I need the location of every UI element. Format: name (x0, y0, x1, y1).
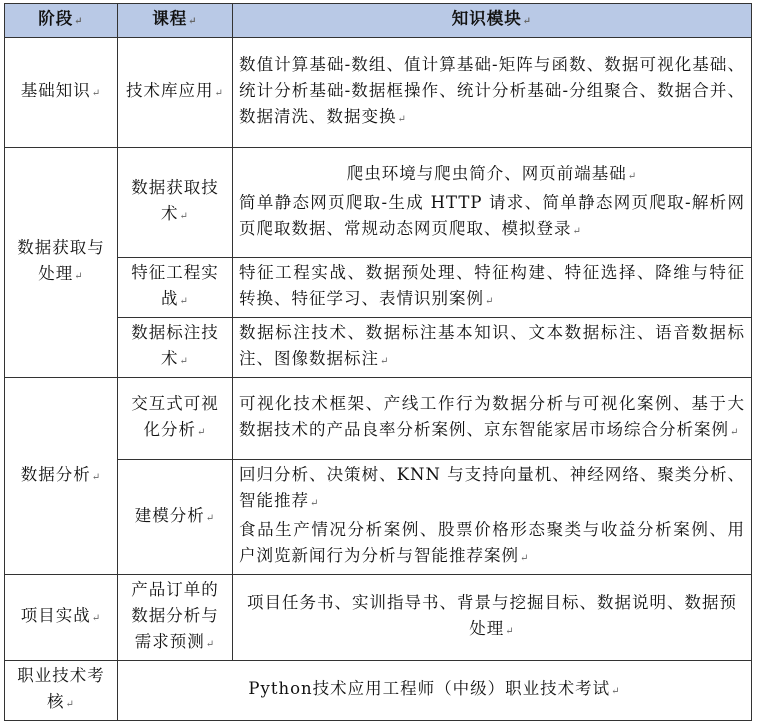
table-row (5, 378, 752, 460)
table-row (5, 460, 752, 575)
stage-cell: 项目实战 ↵ (5, 575, 118, 661)
course-cell: 技术库应用 ↵ (118, 38, 233, 148)
course-cell: 数据获取技术 ↵ (118, 148, 233, 258)
course-cell: 特征工程实战 ↵ (118, 258, 233, 318)
module-cell: 爬虫环境与爬虫简介、网页前端基础 ↵ 简单静态网页爬取-生成 HTTP 请求、简单静态网页爬取-解析网页爬取数据、常规动态网页爬取、模拟登录 ↵ (233, 148, 752, 258)
header-course: 课程 ↵ (118, 4, 233, 38)
stage-cell: 职业技术考核 ↵ (5, 661, 118, 721)
module-cell: 回归分析、决策树、KNN 与支持向量机、神经网络、聚类分析、智能推荐 ↵ 食品生产情况分析案例、股票价格形态聚类与收益分析案例、用户浏览新闻行为分析与智能推荐案例 ↵ (233, 460, 752, 575)
header-modules: 知识模块 ↵ (233, 4, 752, 38)
stage-cell: 数据获取与处理 ↵ (5, 148, 118, 378)
header-row (5, 4, 752, 38)
table-row (5, 258, 752, 318)
course-cell: 产品订单的数据分析与需求预测 ↵ (118, 575, 233, 661)
stage-cell: 数据分析 ↵ (5, 378, 118, 575)
module-cell: 特征工程实战、数据预处理、特征构建、特征选择、降维与特征转换、特征学习、表情识别案例 ↵ (233, 258, 752, 318)
table-row (5, 575, 752, 661)
module-cell: Python技术应用工程师（中级）职业技术考试 ↵ (118, 661, 752, 721)
module-cell: 数据标注技术、数据标注基本知识、文本数据标注、语音数据标注、图像数据标注 ↵ (233, 318, 752, 378)
table-row (5, 318, 752, 378)
table-row (5, 661, 752, 721)
course-cell: 数据标注技术 ↵ (118, 318, 233, 378)
module-cell: 项目任务书、实训指导书、背景与挖掘目标、数据说明、数据预处理 ↵ (233, 575, 752, 661)
module-cell: 可视化技术框架、产线工作行为数据分析与可视化案例、基于大数据技术的产品良率分析案例、京东智能家居市场综合分析案例 ↵ (233, 378, 752, 460)
table-row (5, 38, 752, 148)
stage-cell: 基础知识 ↵ (5, 38, 118, 148)
table-row (5, 148, 752, 258)
curriculum-table (4, 3, 752, 721)
course-cell: 建模分析 ↵ (118, 460, 233, 575)
course-cell: 交互式可视化分析 ↵ (118, 378, 233, 460)
header-stage: 阶段 ↵ (5, 4, 118, 38)
module-cell: 数值计算基础-数组、值计算基础-矩阵与函数、数据可视化基础、统计分析基础-数据框操作、统计分析基础-分组聚合、数据合并、数据清洗、数据变换 ↵ (233, 38, 752, 148)
